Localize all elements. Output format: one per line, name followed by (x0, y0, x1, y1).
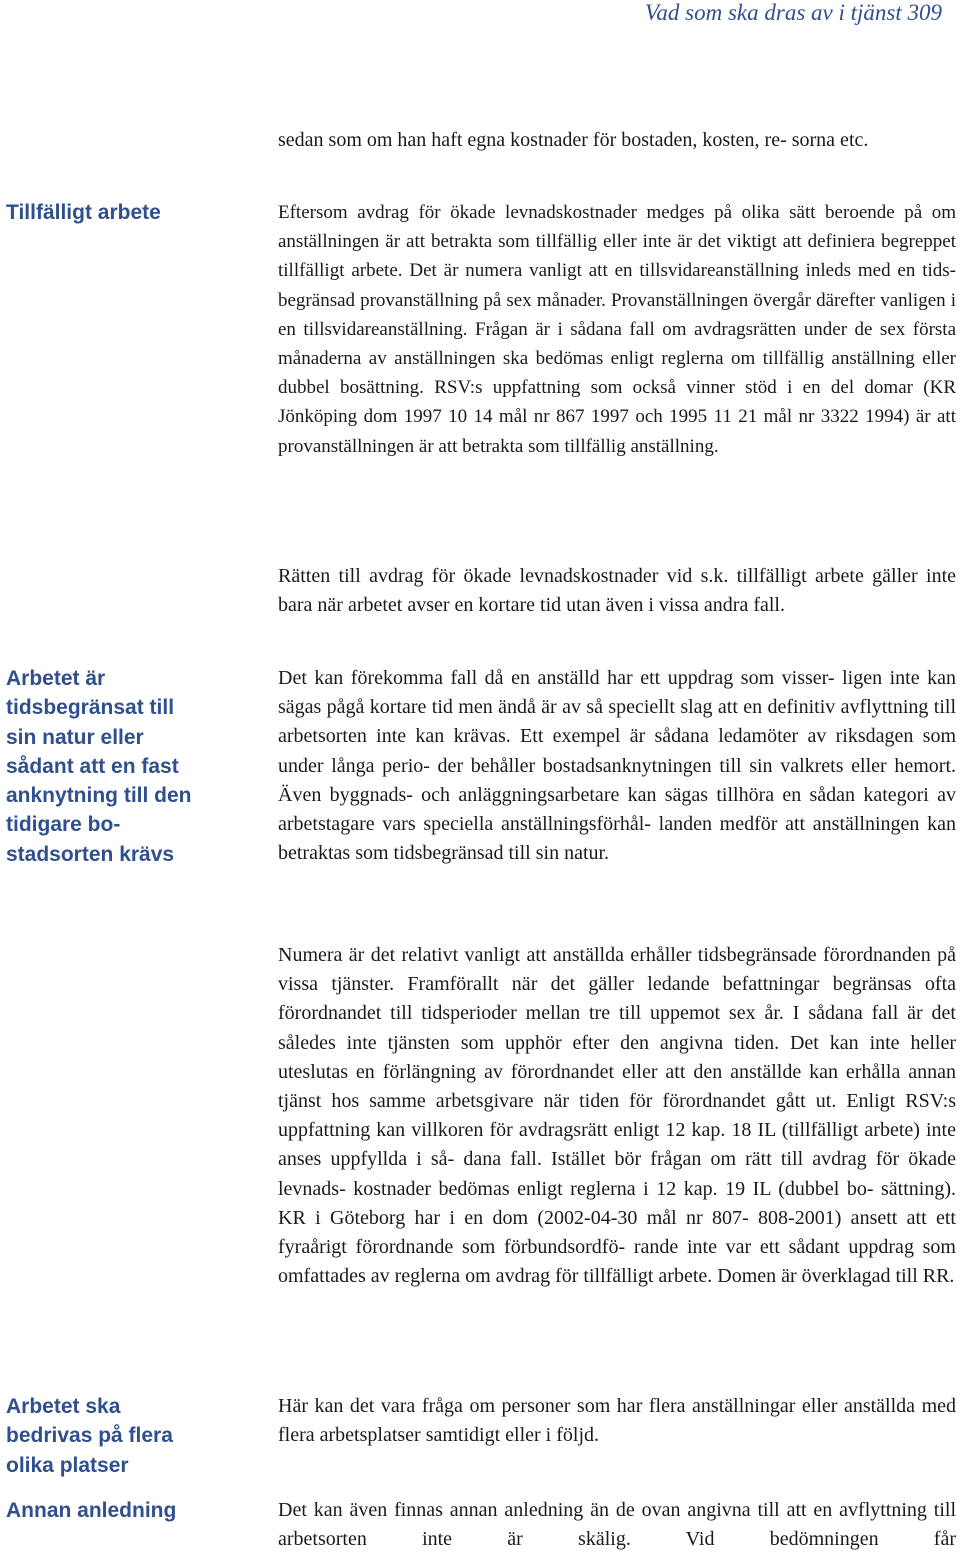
sidebar-heading-temporary-work: Tillfälligt arbete (6, 201, 161, 224)
body-paragraph: Här kan det vara fråga om personer som har flera anställningar eller anställda med flera arbetsplatser samtidigt eller i följd. (278, 1395, 956, 1447)
body-paragraph: Det kan även finnas annan anledning än de ovan angivna till att en avflyttning till arbetsorten inte är skälig. Vid bedömningen får (278, 1499, 956, 1551)
body-paragraph: Rätten till avdrag för ökade levnadskostnader vid s.k. tillfälligt arbete gäller inte bara när arbetet avser en kortare tid utan även i vissa andra fall. (278, 565, 956, 617)
sidebar-heading-time-limited: Arbetet är tidsbegränsat till sin natur eller sådant att en fast anknytning till den tidigare bo- stadsorten krävs (6, 667, 192, 866)
sidebar-heading-multiple-locations: Arbetet ska bedrivas på flera olika platser (6, 1395, 173, 1477)
body-paragraph: sedan som om han haft egna kostnader för bostaden, kosten, re- sorna etc. (278, 129, 869, 151)
body-paragraph: Numera är det relativt vanligt att anställda erhåller tidsbegränsade förordnanden på vissa tjänster. Framförallt när det gäller ledande befattningar begränsas ofta förordnandet till tidsperioder mellan tre till uppemot sex år. I sådana fall är det således inte tjänsten som upphör efter den angivna tiden. Det kan inte heller uteslutas en förlängning av förordnandet eller att den anställde kan erhålla annan tjänst hos samme arbetsgivare när tiden för förordnandet gått ut. Enligt RSV:s uppfattning kan villkoren för avdragsrätt enligt 12 kap. 18 IL (tillfälligt arbete) inte anses uppfyllda i så- dana fall. Istället bör frågan om rätt till avdrag för ökade levnads- kostnader bedömas enligt reglerna i 12 kap. 19 IL (dubbel bo- sättning). KR i Göteborg har i en dom (2002-04-30 mål nr 807- 808-2001) ansett att ett fyraårigt förordnande som förbundsordfö- rande inte var ett sådant uppdrag som omfattades av reglerna om avdrag för tillfälligt arbete. Domen är överklagad till RR. (278, 944, 956, 1288)
page-header: Vad som ska dras av i tjänst 309 (644, 0, 942, 25)
body-paragraph: Eftersom avdrag för ökade levnadskostnader medges på olika sätt beroende på om anställningen är att betrakta som tillfällig eller inte är det viktigt att definiera begreppet tillfälligt arbete. Det är numera vanligt att en tillsvidareanställning inleds med en tids- begränsad provanställning på sex månader. Provanställningen övergår därefter vanligen i en tillsvidareanställning. Frågan är i sådana fall om avdragsrätten under de sex första månaderna av anställningen ska bedömas enligt reglerna om tillfällig anställning eller dubbel bosättning. RSV:s uppfattning som också vinner stöd i en del domar (KR Jönköping dom 1997 10 14 mål nr 867 1997 och 1995 11 21 mål nr 3322 1994) är att provanställningen är att betrakta som tillfällig anställning. (278, 202, 956, 457)
body-paragraph: Det kan förekomma fall då en anställd har ett uppdrag som visser- ligen inte kan sägas pågå kortare tid men ändå är av så speciellt slag att en definitiv avflyttning till arbetsorten inte kan krävas. Ett exempel är sådana ledamöter av riksdagen som under långa perio- der behåller bostadsanknytningen till sin valkrets eller hemort. Även byggnads- och anläggningsarbetare kan sägas tillhöra en sådan kategori av arbetstagare vars speciella anställningsförhål- landen medför att anställningen kan betraktas som tidsbegränsad till sin natur. (278, 667, 956, 865)
sidebar-heading-other-reason: Annan anledning (6, 1499, 177, 1522)
